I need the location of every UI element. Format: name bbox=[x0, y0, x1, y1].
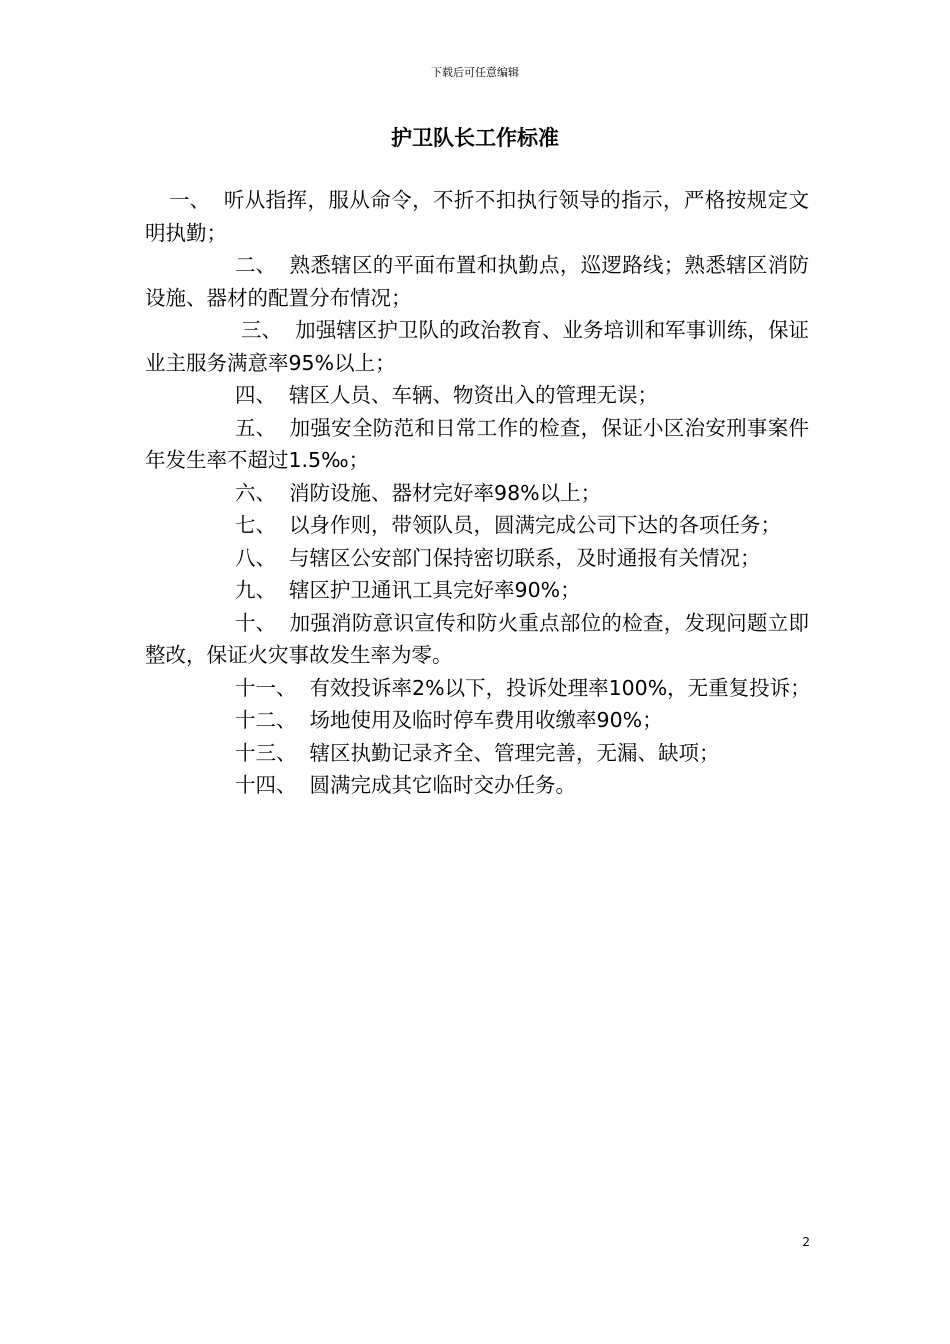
page-number: 2 bbox=[802, 1235, 810, 1249]
list-item bbox=[145, 542, 809, 575]
item-number: 十三、 bbox=[235, 740, 297, 765]
item-number: 十二、 bbox=[235, 708, 297, 732]
item-number: 十、 bbox=[235, 610, 276, 635]
list-item bbox=[145, 672, 809, 705]
item-text: 熟悉辖区的平面布置和执勤点，巡逻路线；熟悉辖区消防设施、器材的配置分布情况； bbox=[145, 253, 809, 310]
item-text: 听从指挥，服从命令，不折不扣执行领导的指示，严格按规定文明执勤； bbox=[145, 188, 809, 245]
document-body bbox=[145, 184, 809, 802]
item-number: 十四、 bbox=[235, 773, 297, 797]
item-number: 八、 bbox=[235, 545, 276, 570]
item-text: 辖区人员、车辆、物资出入的管理无误； bbox=[289, 383, 659, 407]
item-number: 二、 bbox=[235, 253, 276, 277]
list-item bbox=[145, 607, 809, 672]
list-item bbox=[145, 574, 809, 607]
item-text: 加强安全防范和日常工作的检查，保证小区治安刑事案件年发生率不超过1.5‰； bbox=[145, 415, 809, 472]
item-text: 消防设施、器材完好率98%以上； bbox=[289, 480, 602, 505]
list-item bbox=[145, 412, 809, 477]
item-text: 有效投诉率2%以下，投诉处理率100%，无重复投诉； bbox=[309, 675, 811, 700]
item-text: 场地使用及临时停车费用收缴率90%； bbox=[309, 708, 663, 732]
item-number: 七、 bbox=[235, 513, 276, 537]
item-text: 加强消防意识宣传和防火重点部位的检查，发现问题立即整改，保证火灾事故发生率为零。 bbox=[145, 610, 809, 667]
item-number: 四、 bbox=[235, 383, 276, 407]
item-text: 辖区执勤记录齐全、管理完善，无漏、缺项； bbox=[309, 740, 720, 765]
document-title: 护卫队长工作标准 bbox=[391, 126, 559, 150]
header-note: 下载后可任意编辑 bbox=[431, 66, 519, 79]
list-item bbox=[145, 379, 809, 412]
item-number: 一、 bbox=[169, 188, 210, 212]
list-item bbox=[145, 314, 809, 379]
list-item bbox=[145, 477, 809, 510]
item-number: 三、 bbox=[241, 318, 282, 342]
list-item bbox=[145, 737, 809, 770]
item-text: 加强辖区护卫队的政治教育、业务培训和军事训练，保证业主服务满意率95%以上； bbox=[145, 318, 809, 375]
list-item bbox=[145, 249, 809, 314]
item-text: 圆满完成其它临时交办任务。 bbox=[309, 773, 577, 797]
item-text: 辖区护卫通讯工具完好率90%； bbox=[289, 578, 581, 602]
item-number: 九、 bbox=[235, 578, 276, 602]
list-item bbox=[145, 769, 809, 802]
item-number: 六、 bbox=[235, 480, 276, 505]
list-item bbox=[145, 184, 809, 249]
item-number: 十一、 bbox=[235, 675, 297, 700]
list-item bbox=[145, 704, 809, 737]
item-text: 与辖区公安部门保持密切联系，及时通报有关情况； bbox=[289, 545, 761, 570]
item-number: 五、 bbox=[235, 415, 276, 440]
item-text: 以身作则，带领队员，圆满完成公司下达的各项任务； bbox=[289, 513, 782, 537]
list-item bbox=[145, 509, 809, 542]
